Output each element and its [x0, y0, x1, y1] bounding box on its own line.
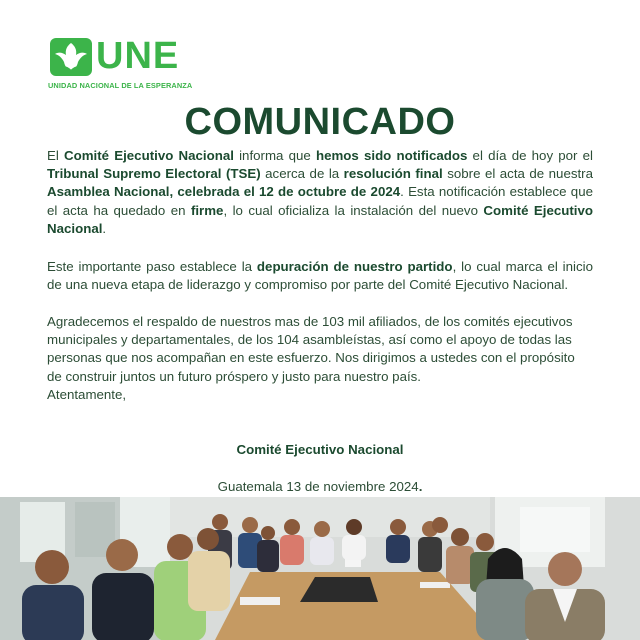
- meeting-photo-illustration: [0, 497, 640, 640]
- paragraph-3: Agradecemos el respaldo de nuestros mas de 103 mil afiliados, de los comités ejecutivos municipales y departamentales, de los 104 asambleístas, así como el apoyo de todas las personas que nos acompañan en este esfuerzo. Nos dirigimos a ustedes con el propósito de construir juntos un futuro próspero y justo para nuestro país.: [47, 314, 575, 384]
- signer-name: Comité Ejecutivo Nacional: [236, 442, 404, 457]
- page-title: COMUNICADO: [184, 101, 456, 143]
- date-line: [0, 479, 640, 494]
- bold-run: depuración de nuestro partido: [256, 259, 453, 274]
- paragraph-2: [47, 258, 593, 294]
- paragraph-1: [47, 147, 593, 238]
- group-photo: [0, 497, 640, 640]
- logo-subtitle: UNIDAD NACIONAL DE LA ESPERANZA: [48, 81, 193, 90]
- bold-run: firme: [190, 202, 224, 218]
- dove-hands-icon: [50, 38, 92, 76]
- text-run: El: [47, 148, 64, 163]
- party-logo: [48, 35, 193, 94]
- text-run: . Esta notificación establece que el acta ha quedado en: [47, 184, 593, 218]
- bold-run: Comité Ejecutivo Nacional: [47, 202, 594, 236]
- bold-run: hemos sido notificados: [315, 148, 468, 163]
- text-run: el día de hoy por el: [467, 148, 593, 163]
- text-run: sobre el acta de nuestra: [442, 166, 594, 182]
- bold-run: resolución final: [343, 166, 443, 182]
- closing-salutation: Atentamente,: [47, 387, 127, 402]
- date-period: .: [418, 479, 423, 494]
- bold-run: Comité Ejecutivo Nacional: [64, 148, 234, 163]
- text-run: , lo cual oficializa la instalación del nuevo: [223, 202, 484, 218]
- bold-run: Tribunal Supremo Electoral (TSE): [47, 166, 261, 182]
- text-run: , lo cual marca el inicio de una nueva etapa de liderazgo y compromiso por parte del Comité Ejecutivo Nacional.: [47, 259, 593, 293]
- text-run: Este importante paso establece la: [47, 259, 257, 274]
- bold-run: Asamblea Nacional, celebrada el 12 de octubre de 2024: [47, 184, 401, 200]
- text-run: informa que: [233, 148, 316, 163]
- date-text: Guatemala 13 de noviembre 2024: [217, 479, 419, 494]
- logo-wordmark: UNE: [96, 35, 180, 77]
- text-run: acerca de la: [260, 166, 344, 182]
- text-run: .: [102, 220, 107, 236]
